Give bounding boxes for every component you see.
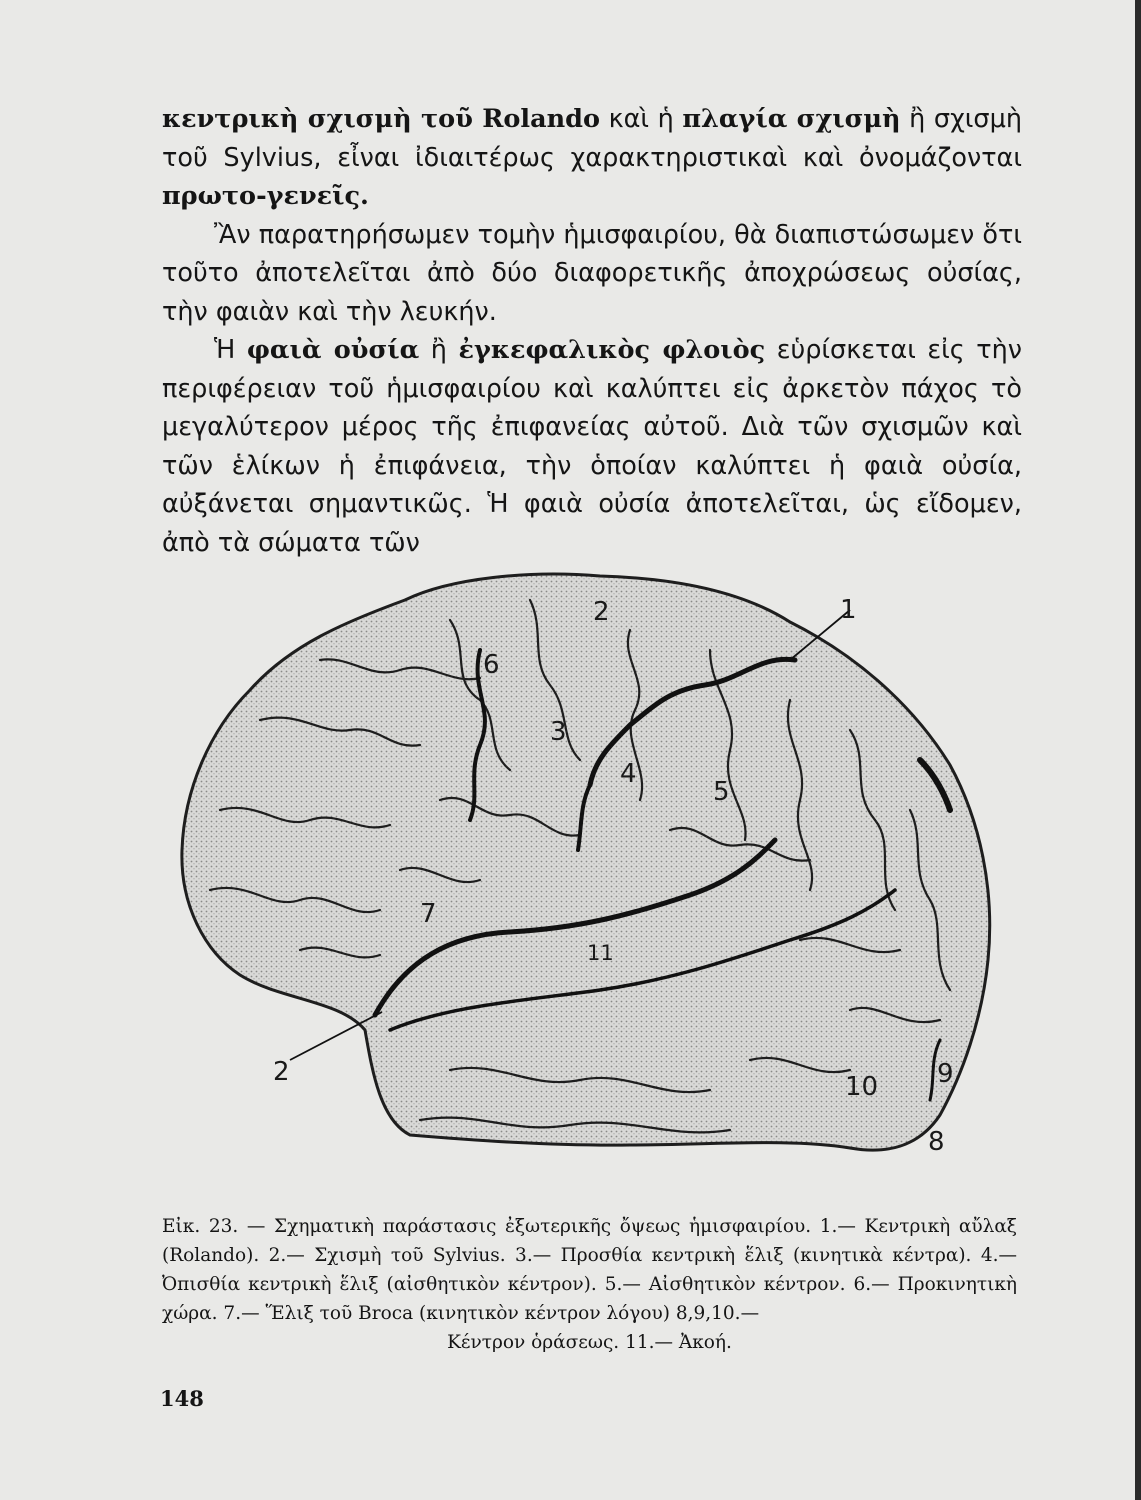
paragraph: [162, 331, 1022, 562]
label-2-top: 2: [593, 597, 610, 627]
label-9: 9: [937, 1059, 954, 1089]
label-3: 3: [550, 717, 567, 747]
bold-term: κεντρικὴ σχισμὴ τοῦ Rolando: [162, 104, 601, 134]
label-8: 8: [928, 1127, 945, 1157]
figure-caption: [162, 1212, 1017, 1357]
page-number: 148: [160, 1386, 204, 1411]
label-6: 6: [483, 650, 500, 680]
page-edge-shadow: [1135, 0, 1141, 1500]
label-1: 1: [840, 595, 857, 625]
label-11: 11: [587, 941, 614, 965]
label-7: 7: [420, 899, 437, 929]
bold-term: πλαγία σχισμὴ: [682, 104, 901, 134]
text-run: εὑρίσκεται εἰς τὴν περιφέρειαν τοῦ ἡμισφαιρίου καὶ καλύπτει εἰς ἀρκετὸν πάχος τὸ μεγαλύτερον μέρος τῆς ἐπιφανείας αὐτοῦ. Διὰ τῶν σχισμῶν καὶ τῶν ἑλίκων ἡ ἐπιφάνεια, τὴν ὁποίαν καλύπτει ἡ φαιὰ οὐσία, αὐξάνεται σημαντικῶς. Ἡ φαιὰ οὐσία ἀποτελεῖται, ὡς εἴδομεν, ἀπὸ τὰ σώματα τῶν: [162, 335, 1023, 558]
text-run: Ἂν παρατηρήσωμεν τομὴν ἡμισφαιρίου, θὰ διαπιστώσωμεν ὅτι τοῦτο ἀποτελεῖται ἀπὸ δύο διαφορετικῆς ἀποχρώσεως οὐσίας, τὴν φαιὰν καὶ τὴν λευκήν.: [162, 219, 1022, 327]
caption-last-line: Κέντρον ὁράσεως. 11.— Ἀκοή.: [447, 1332, 732, 1353]
bold-term: φαιὰ οὐσία: [246, 335, 420, 365]
text-run: ἢ σχισμὴ τοῦ Sylvius, εἶναι ἰδιαιτέρως χαρακτηριστικαὶ καὶ ὀνομάζονται: [162, 104, 1022, 173]
hemisphere-outline: [182, 574, 990, 1150]
text-run: καὶ ἡ: [600, 104, 683, 134]
caption-main: Εἰκ. 23. — Σχηματικὴ παράστασις ἐξωτερικῆς ὄψεως ἡμισφαιρίου. 1.— Κεντρικὴ αὔλαξ (Rolando). 2.— Σχισμὴ τοῦ Sylvius. 3.— Προσθία κεντρικὴ ἕλιξ (κινητικὰ κέντρα). 4.— Ὀπισθία κεντρικὴ ἕλιξ (αἰσθητικὸν κέντρον). 5.— Αἰσθητικὸν κέντρον. 6.— Προκινητικὴ χώρα. 7.— Ἕλιξ τοῦ Broca (κινητικὸν κέντρον λόγου) 8,9,10.—: [162, 1216, 1017, 1324]
bold-term: πρωτο-γενεῖς.: [162, 181, 369, 211]
label-2-sylvius: 2: [273, 1057, 290, 1087]
brain-figure: [150, 560, 1050, 1200]
brain-diagram: [150, 560, 1050, 1200]
bold-term: ἐγκεφαλικὸς φλοιὸς: [458, 335, 766, 365]
body-text: [162, 100, 1022, 562]
paragraph: [162, 216, 1022, 332]
text-run: Ἡ: [214, 335, 247, 365]
label-5: 5: [713, 777, 730, 807]
label-4: 4: [620, 759, 637, 789]
paragraph: [162, 100, 1022, 216]
label-10: 10: [845, 1072, 879, 1102]
text-run: ἢ: [419, 335, 459, 365]
